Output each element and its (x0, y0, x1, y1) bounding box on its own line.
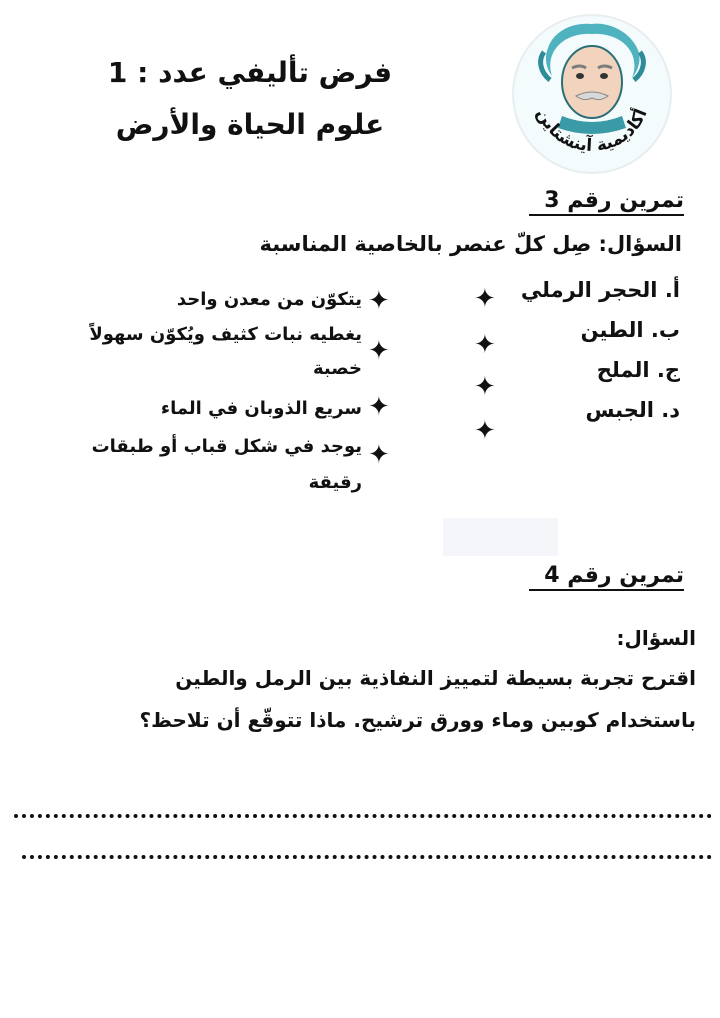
four-point-star-icon: ✦ (474, 372, 496, 402)
four-point-star-icon: ✦ (474, 284, 496, 314)
item-b: ب. الطين (580, 318, 680, 342)
academy-logo (512, 14, 672, 174)
exercise-3-question: السؤال: صِل كلّ عنصر بالخاصية المناسبة (259, 232, 682, 256)
four-point-star-icon: ✦ (368, 336, 390, 366)
exercise-4-line-1: اقترح تجربة بسيطة لتمييز النفاذية بين الرمل والطين (175, 666, 696, 690)
four-point-star-icon: ✦ (474, 416, 496, 446)
einstein-portrait-icon (514, 16, 670, 172)
blank-area (443, 518, 558, 556)
exercise-4-question-label: السؤال: (616, 626, 696, 650)
four-point-star-icon: ✦ (474, 330, 496, 360)
item-d: د. الجبس (585, 398, 680, 422)
exercise-3-label: تمرين رقم 3 (529, 188, 684, 216)
property-3: سريع الذوبان في الماء (160, 398, 362, 419)
answer-line-1[interactable] (14, 814, 712, 818)
four-point-star-icon: ✦ (368, 440, 390, 470)
four-point-star-icon: ✦ (368, 286, 390, 316)
item-a: أ. الحجر الرملي (520, 278, 680, 302)
property-2: يغطيه نبات كثيف ويُكوّن سهولاً (89, 324, 362, 345)
answer-line-2[interactable] (22, 855, 712, 859)
title-line-2: علوم الحياة والأرض (115, 108, 385, 141)
property-4: يوجد في شكل قباب أو طبقات (91, 436, 362, 457)
title-line-1: فرض تأليفي عدد : 1 (107, 56, 393, 89)
exercise-4-heading (384, 563, 684, 588)
logo-text: أكاديمية آينشتاين (532, 105, 652, 156)
exercise-4-label: تمرين رقم 4 (529, 563, 684, 591)
item-c: ج. الملح (596, 358, 680, 382)
property-2-cont: خصبة (313, 358, 362, 379)
property-1: يتكوّن من معدن واحد (176, 289, 362, 310)
exercise-3-heading (384, 188, 684, 213)
property-4-cont: رقيقة (308, 472, 362, 493)
four-point-star-icon: ✦ (368, 392, 390, 422)
exercise-4-line-2: باستخدام كوبين وماء وورق ترشيح. ماذا تتوقّع أن تلاحظ؟ (139, 708, 696, 732)
